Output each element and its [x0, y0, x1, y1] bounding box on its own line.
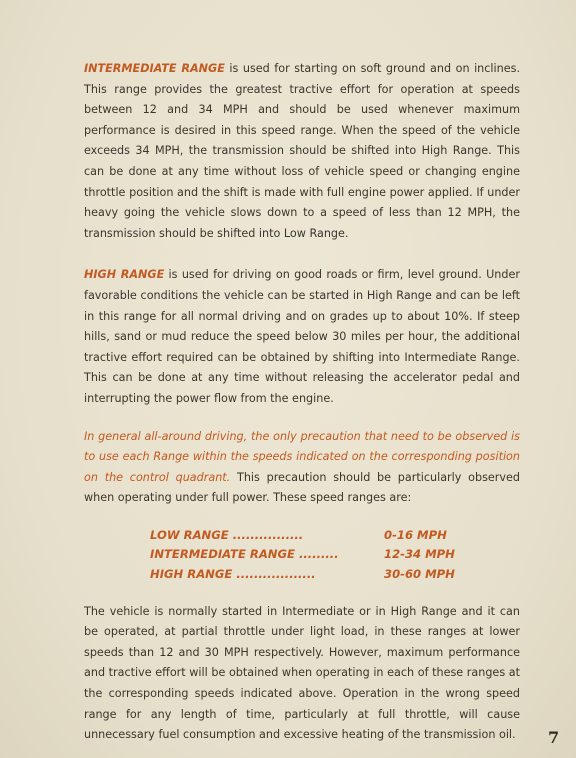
speed-row-intermediate: [150, 545, 520, 565]
precaution-emphasis: In general all-around driving, the only precaution that need to be observed is to use each Range within the speeds indicated on the corresponding position on the control quadrant.: [84, 429, 520, 484]
high-range-heading: HIGH RANGE: [84, 268, 165, 282]
page-body: [84, 59, 520, 746]
speed-row-label: INTERMEDIATE RANGE .........: [150, 547, 339, 562]
speed-row-label: HIGH RANGE ..................: [150, 567, 316, 582]
intermediate-range-paragraph: [84, 59, 520, 244]
speed-row-high: [150, 565, 520, 585]
speed-row-value: 30-60 MPH: [384, 567, 455, 582]
speed-row-label: LOW RANGE ................: [150, 527, 304, 542]
high-range-text: is used for driving on good roads or firm, level ground. Under favorable conditions the vehicle can be started in High Range and can be left in this range for all normal driving and on grades up to about 10%. If steep hills, sand or mud reduce the speed below 30 miles per hour, the additional tractive effort required can be obtained by shifting into Intermediate Range. This can be done at any time without releasing the accelerator pedal and interrupting the power flow from the engine.: [84, 268, 520, 405]
precaution-text: This precaution should be particularly observed when operating under full power. These speed ranges are:: [84, 470, 520, 505]
speed-row-low: [150, 526, 520, 546]
operation-paragraph: The vehicle is normally started in Intermediate or in High Range and it can be operated, at partial throttle under light load, in these ranges at lower speeds than 12 and 30 MPH respectively. However, maximum performance and tractive effort will be obtained when operating in each of these ranges at the corresponding speeds indicated above. Operation in the wrong speed range for any length of time, particularly at full throttle, will cause unnecessary fuel consumption and excessive heating of the transmission oil.: [84, 604, 520, 742]
intermediate-range-text: is used for starting on soft ground and on inclines. This range provides the greatest tractive effort for operation at speeds between 12 and 34 MPH and should be used whenever maximum performance is desired in this speed range. When the speed of the vehicle exceeds 34 MPH, the transmission should be shifted into High Range. This can be done at any time without loss of vehicle speed or changing engine throttle position and the shift is made with full engine power applied. If under heavy going the vehicle slows down to a speed of less than 12 MPH, the transmission should be shifted into Low Range.: [84, 62, 520, 240]
page-number: 7: [548, 728, 560, 747]
speed-row-value: 0-16 MPH: [384, 527, 447, 542]
speed-row-value: 12-34 MPH: [384, 547, 455, 562]
speed-range-table: [150, 526, 520, 585]
precaution-paragraph: [84, 427, 520, 509]
intermediate-range-heading: INTERMEDIATE RANGE: [84, 62, 225, 75]
high-range-paragraph: [84, 265, 520, 409]
